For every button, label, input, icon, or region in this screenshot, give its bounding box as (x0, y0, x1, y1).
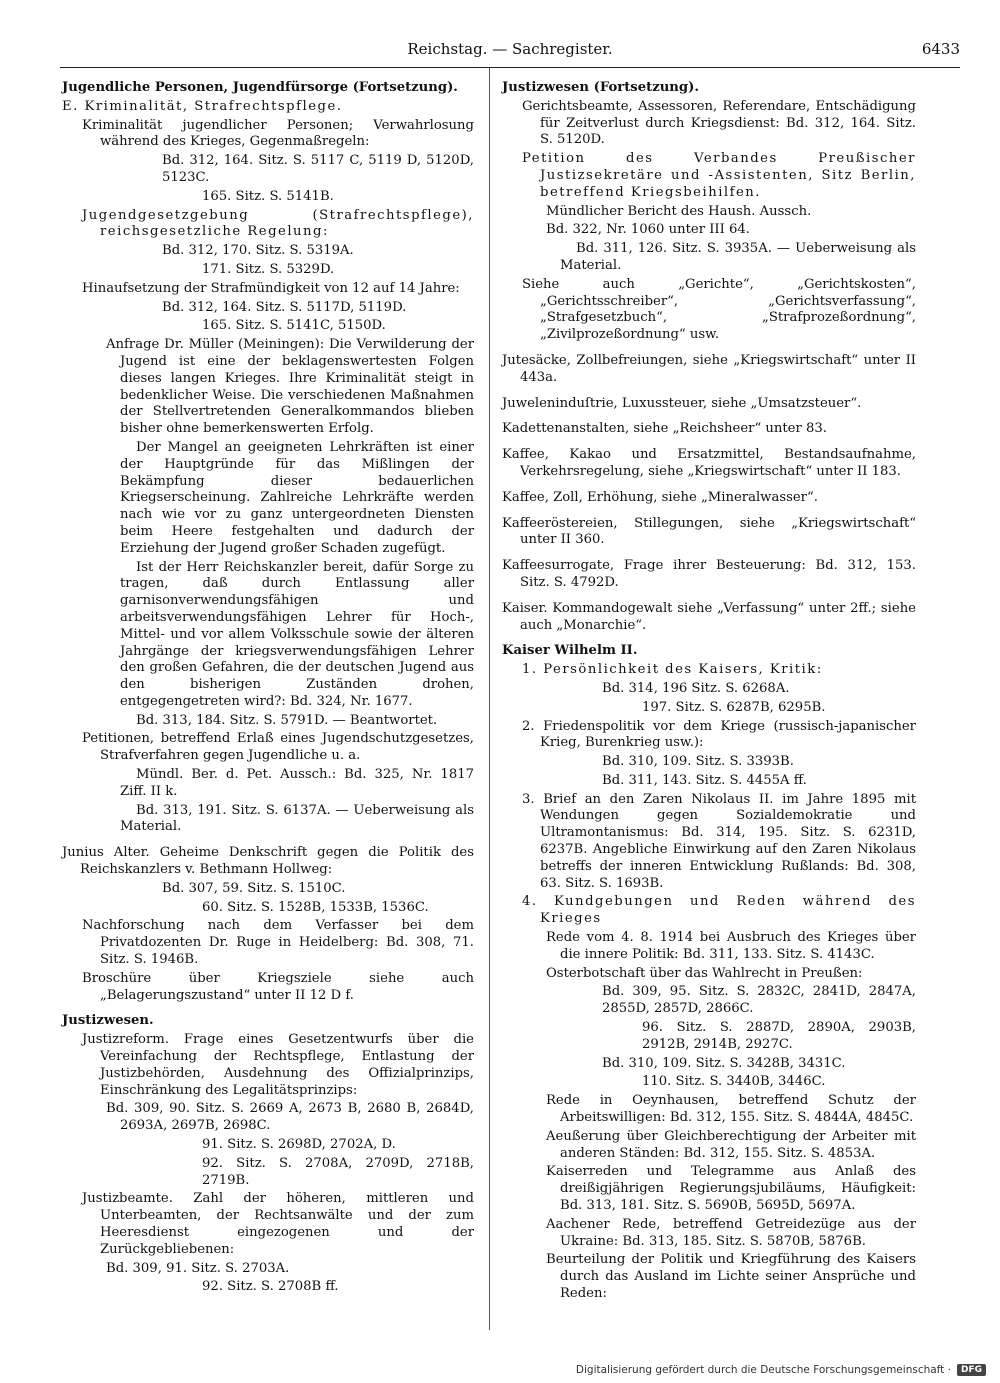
index-entry: Mündlicher Bericht des Haush. Aussch. (546, 203, 812, 219)
index-entry: Jugendliche Personen, Jugendfürsorge (Fortsetzung). (62, 80, 458, 95)
left-column (62, 80, 474, 1298)
index-entry: 91. Sitz. S. 2698D, 2702A, D. (202, 1137, 396, 1153)
index-entry: Bd. 314, 196 Sitz. S. 6268A. (602, 680, 790, 696)
index-entry: Kadettenanstalten, siehe „Reichsheer“ unter 83. (502, 421, 827, 437)
index-entry: Bd. 311, 143. Sitz. S. 4455A ff. (602, 772, 807, 788)
index-entry: 1. Persönlichkeit des Kaisers, Kritik: (522, 662, 823, 678)
index-entry: Kaffeeröstereien, Stillegungen, siehe „Kriegswirtschaft“ unter II 360. (502, 515, 916, 548)
page-header (60, 40, 960, 62)
index-entry: Bd. 312, 164. Sitz. S. 5117D, 5119D. (162, 299, 407, 315)
index-entry: Bd. 310, 109. Sitz. S. 3428B, 3431C. (602, 1055, 846, 1071)
index-entry: Petitionen, betreffend Erlaß eines Jugendschutzgesetzes, Strafverfahren gegen Jugendliche u. a. (82, 731, 474, 764)
index-entry: Broschüre über Kriegsziele siehe auch „Belagerungszustand“ unter II 12 D f. (82, 970, 474, 1003)
index-entry: 165. Sitz. S. 5141C, 5150D. (202, 318, 386, 334)
index-entry: Kaffee, Zoll, Erhöhung, siehe „Mineralwasser“. (502, 489, 818, 505)
index-entry: Nachforschung nach dem Verfasser bei dem Privatdozenten Dr. Ruge in Heidelberg: Bd. 308, 71. Sitz. S. 1946B. (82, 918, 474, 968)
index-entry: Bd. 309, 90. Sitz. S. 2669 A, 2673 B, 2680 B, 2684D, 2693A, 2697B, 2698C. (106, 1101, 474, 1134)
index-entry: Justizreform. Frage eines Gesetzentwurfs über die Vereinfachung der Rechtspflege, Entlastung der Justizbehörden, Ausdehnung des Offizialprinzips, Einschränkung des Legalitätsprinzips: (82, 1032, 474, 1098)
index-entry: Kaiser Wilhelm II. (502, 643, 638, 659)
index-entry: Bd. 312, 164. Sitz. S. 5117 C, 5119 D, 5120D, 5123C. (162, 153, 474, 185)
index-entry: 2. Friedenspolitik vor dem Kriege (russisch-japanischer Krieg, Burenkrieg usw.): (522, 718, 916, 751)
index-entry: 171. Sitz. S. 5329D. (202, 261, 335, 277)
index-entry: 4. Kundgebungen und Reden während des Krieges (522, 894, 916, 927)
index-entry: Junius Alter. Geheime Denkschrift gegen die Politik des Reichskanzlers v. Bethmann Hollweg: (62, 845, 474, 878)
index-entry: 110. Sitz. S. 3440B, 3446C. (642, 1074, 826, 1090)
index-entry: Kaiserreden und Telegramme aus Anlaß des dreißigjährigen Regierungsjubiläums, Häufigkeit: Bd. 313, 181. Sitz. S. 5690B, 5695D, 5697A. (546, 1164, 916, 1214)
index-entry: Bd. 309, 91. Sitz. S. 2703A. (106, 1260, 290, 1276)
index-entry: 165. Sitz. S. 5141B. (202, 188, 334, 204)
index-entry: Beurteilung der Politik und Kriegführung des Kaisers durch das Ausland im Lichte seiner Ansprüche und Reden: (546, 1252, 916, 1301)
index-entry: Osterbotschaft über das Wahlrecht in Preußen: (546, 965, 863, 981)
index-entry: E. Kriminalität, Strafrechtspflege. (62, 98, 343, 114)
column-divider (489, 68, 490, 1330)
index-entry: Gerichtsbeamte, Assessoren, Referendare, Entschädigung für Zeitverlust durch Kriegsdienst: Bd. 312, 164. Sitz. S. 5120D. (522, 98, 916, 148)
index-entry: Kaiser. Kommandogewalt siehe „Verfassung“ unter 2ff.; siehe auch „Monarchie“. (502, 600, 916, 633)
index-entry: Bd. 311, 126. Sitz. S. 3935A. — Ueberweisung als Material. (560, 241, 916, 273)
index-entry: Aachener Rede, betreffend Getreidezüge aus der Ukraine: Bd. 313, 185. Sitz. S. 5870B, 5876B. (546, 1216, 916, 1249)
index-entry: 60. Sitz. S. 1528B, 1533B, 1536C. (202, 899, 429, 915)
index-entry: Hinaufsetzung der Strafmündigkeit von 12 auf 14 Jahre: (82, 280, 460, 296)
index-entry: Petition des Verbandes Preußischer Justizsekretäre und -Assistenten, Sitz Berlin, betreffend Kriegsbeihilfen. (522, 151, 916, 200)
index-entry: Kaffeesurrogate, Frage ihrer Besteuerung: Bd. 312, 153. Sitz. S. 4792D. (502, 558, 916, 590)
index-entry: Bd. 313, 191. Sitz. S. 6137A. — Ueberweisung als Material. (120, 802, 474, 835)
index-entry: Bd. 313, 184. Sitz. S. 5791D. — Beantwortet. (136, 712, 438, 728)
index-entry: Aeußerung über Gleichberechtigung der Arbeiter mit anderen Ständen: Bd. 312, 155. Sitz. S. 4853A. (546, 1128, 916, 1161)
running-title: Reichstag. — Sachregister. (407, 40, 613, 58)
index-entry: Kriminalität jugendlicher Personen; Verwahrlosung während des Krieges, Gegenmaßregeln: (82, 117, 474, 150)
footer-text: Digitalisierung gefördert durch die Deutsche Forschungsgemeinschaft · (575, 1364, 951, 1376)
index-entry: 96. Sitz. S. 2887D, 2890A, 2903B, 2912B, 2914B, 2927C. (642, 1020, 916, 1052)
index-entry: Der Mangel an geeigneten Lehrkräften ist einer der Hauptgründe für das Mißlingen der Bekämpfung dieser bedauerlichen Kriegserscheinung. Zahlreiche Lehrkräfte werden nach wie vor zu ganz untergeordneten Diensten beim Heere festgehalten und dadurch der Erziehung der Jugend großer Schaden zugefügt. (120, 439, 474, 556)
index-entry: Bd. 322, Nr. 1060 unter III 64. (546, 222, 750, 238)
index-entry: Justizwesen (Fortsetzung). (502, 80, 699, 95)
index-entry: 197. Sitz. S. 6287B, 6295B. (642, 699, 826, 715)
index-entry: Anfrage Dr. Müller (Meiningen): Die Verwilderung der Jugend ist eine der beklagenswertesten Folgen dieses langen Krieges. Ihre Kriminalität steigt in bedenklicher Weise. Die verschiedenen Maßnahmen der Stellvertretenden Generalkommandos blieben bisher ohne bemerkenswerten Erfolg. (106, 337, 474, 437)
index-entry: Justizwesen. (62, 1013, 154, 1029)
index-entry: Rede vom 4. 8. 1914 bei Ausbruch des Krieges über die innere Politik: Bd. 311, 133. Sitz. S. 4143C. (546, 930, 916, 962)
footer (576, 1362, 986, 1378)
index-entry: Kaffee, Kakao und Ersatzmittel, Bestandsaufnahme, Verkehrsregelung, siehe „Kriegswirtschaft“ unter II 183. (502, 447, 916, 479)
index-entry: 92. Sitz. S. 2708A, 2709D, 2718B, 2719B. (202, 1155, 474, 1188)
index-entry: Ist der Herr Reichskanzler bereit, dafür Sorge zu tragen, daß durch Entlassung aller garnisonverwendungsfähigen und arbeitsverwendungsfähigen Lehrer für Hoch-, Mittel- und vor allem Volksschule sowie der älteren Jahrgänge der kriegsverwendungsfähigen Lehrer den großen Gefahren, die der deutschen Jugend aus den bisherigen Zuständen drohen, entgegengetreten wird?: Bd. 324, Nr. 1677. (120, 559, 474, 709)
index-entry: Bd. 310, 109. Sitz. S. 3393B. (602, 754, 794, 770)
index-entry: Jugendgesetzgebung (Strafrechtspflege), reichsgesetzliche Regelung: (82, 207, 474, 240)
index-entry: Bd. 309, 95. Sitz. S. 2832C, 2841D, 2847A, 2855D, 2857D, 2866C. (602, 984, 916, 1017)
page-number: 6433 (921, 40, 960, 58)
right-column (502, 80, 916, 1305)
dfg-logo: DFG (957, 1364, 986, 1376)
header-rule (60, 67, 960, 68)
index-entry: Rede in Oeynhausen, betreffend Schutz der Arbeitswilligen: Bd. 312, 155. Sitz. S. 4844A, 4845C. (546, 1093, 916, 1126)
index-entry: Bd. 312, 170. Sitz. S. 5319A. (162, 243, 354, 259)
index-entry: 3. Brief an den Zaren Nikolaus II. im Jahre 1895 mit Wendungen gegen Sozialdemokratie und Ultramontanismus: Bd. 314, 195. Sitz. S. 6231D, 6237B. Angebliche Einwirkung auf den Zaren Nikolaus betreffs der inneren Entwicklung Rußlands: Bd. 308, 63. Sitz. S. 1693B. (522, 791, 916, 891)
index-entry: Bd. 307, 59. Sitz. S. 1510C. (162, 880, 346, 896)
index-entry: Juweleninduſtrie, Luxussteuer, siehe „Umsatzsteuer“. (502, 395, 862, 411)
index-entry: Siehe auch „Gerichte“, „Gerichtskosten“, „Gerichtsschreiber“, „Gerichtsverfassung“, „Strafgesetzbuch“, „Strafprozeßordnung“, „Zivilprozeßordnung“ usw. (522, 276, 916, 343)
index-entry: Mündl. Ber. d. Pet. Aussch.: Bd. 325, Nr. 1817 Ziff. II k. (120, 767, 474, 799)
index-entry: Jutesäcke, Zollbefreiungen, siehe „Kriegswirtschaft“ unter II 443a. (502, 352, 916, 385)
index-entry: 92. Sitz. S. 2708B ff. (202, 1279, 339, 1295)
index-entry: Justizbeamte. Zahl der höheren, mittleren und Unterbeamten, der Rechtsanwälte und der zum Heeresdienst eingezogenen und der Zurückgebliebenen: (82, 1191, 474, 1257)
